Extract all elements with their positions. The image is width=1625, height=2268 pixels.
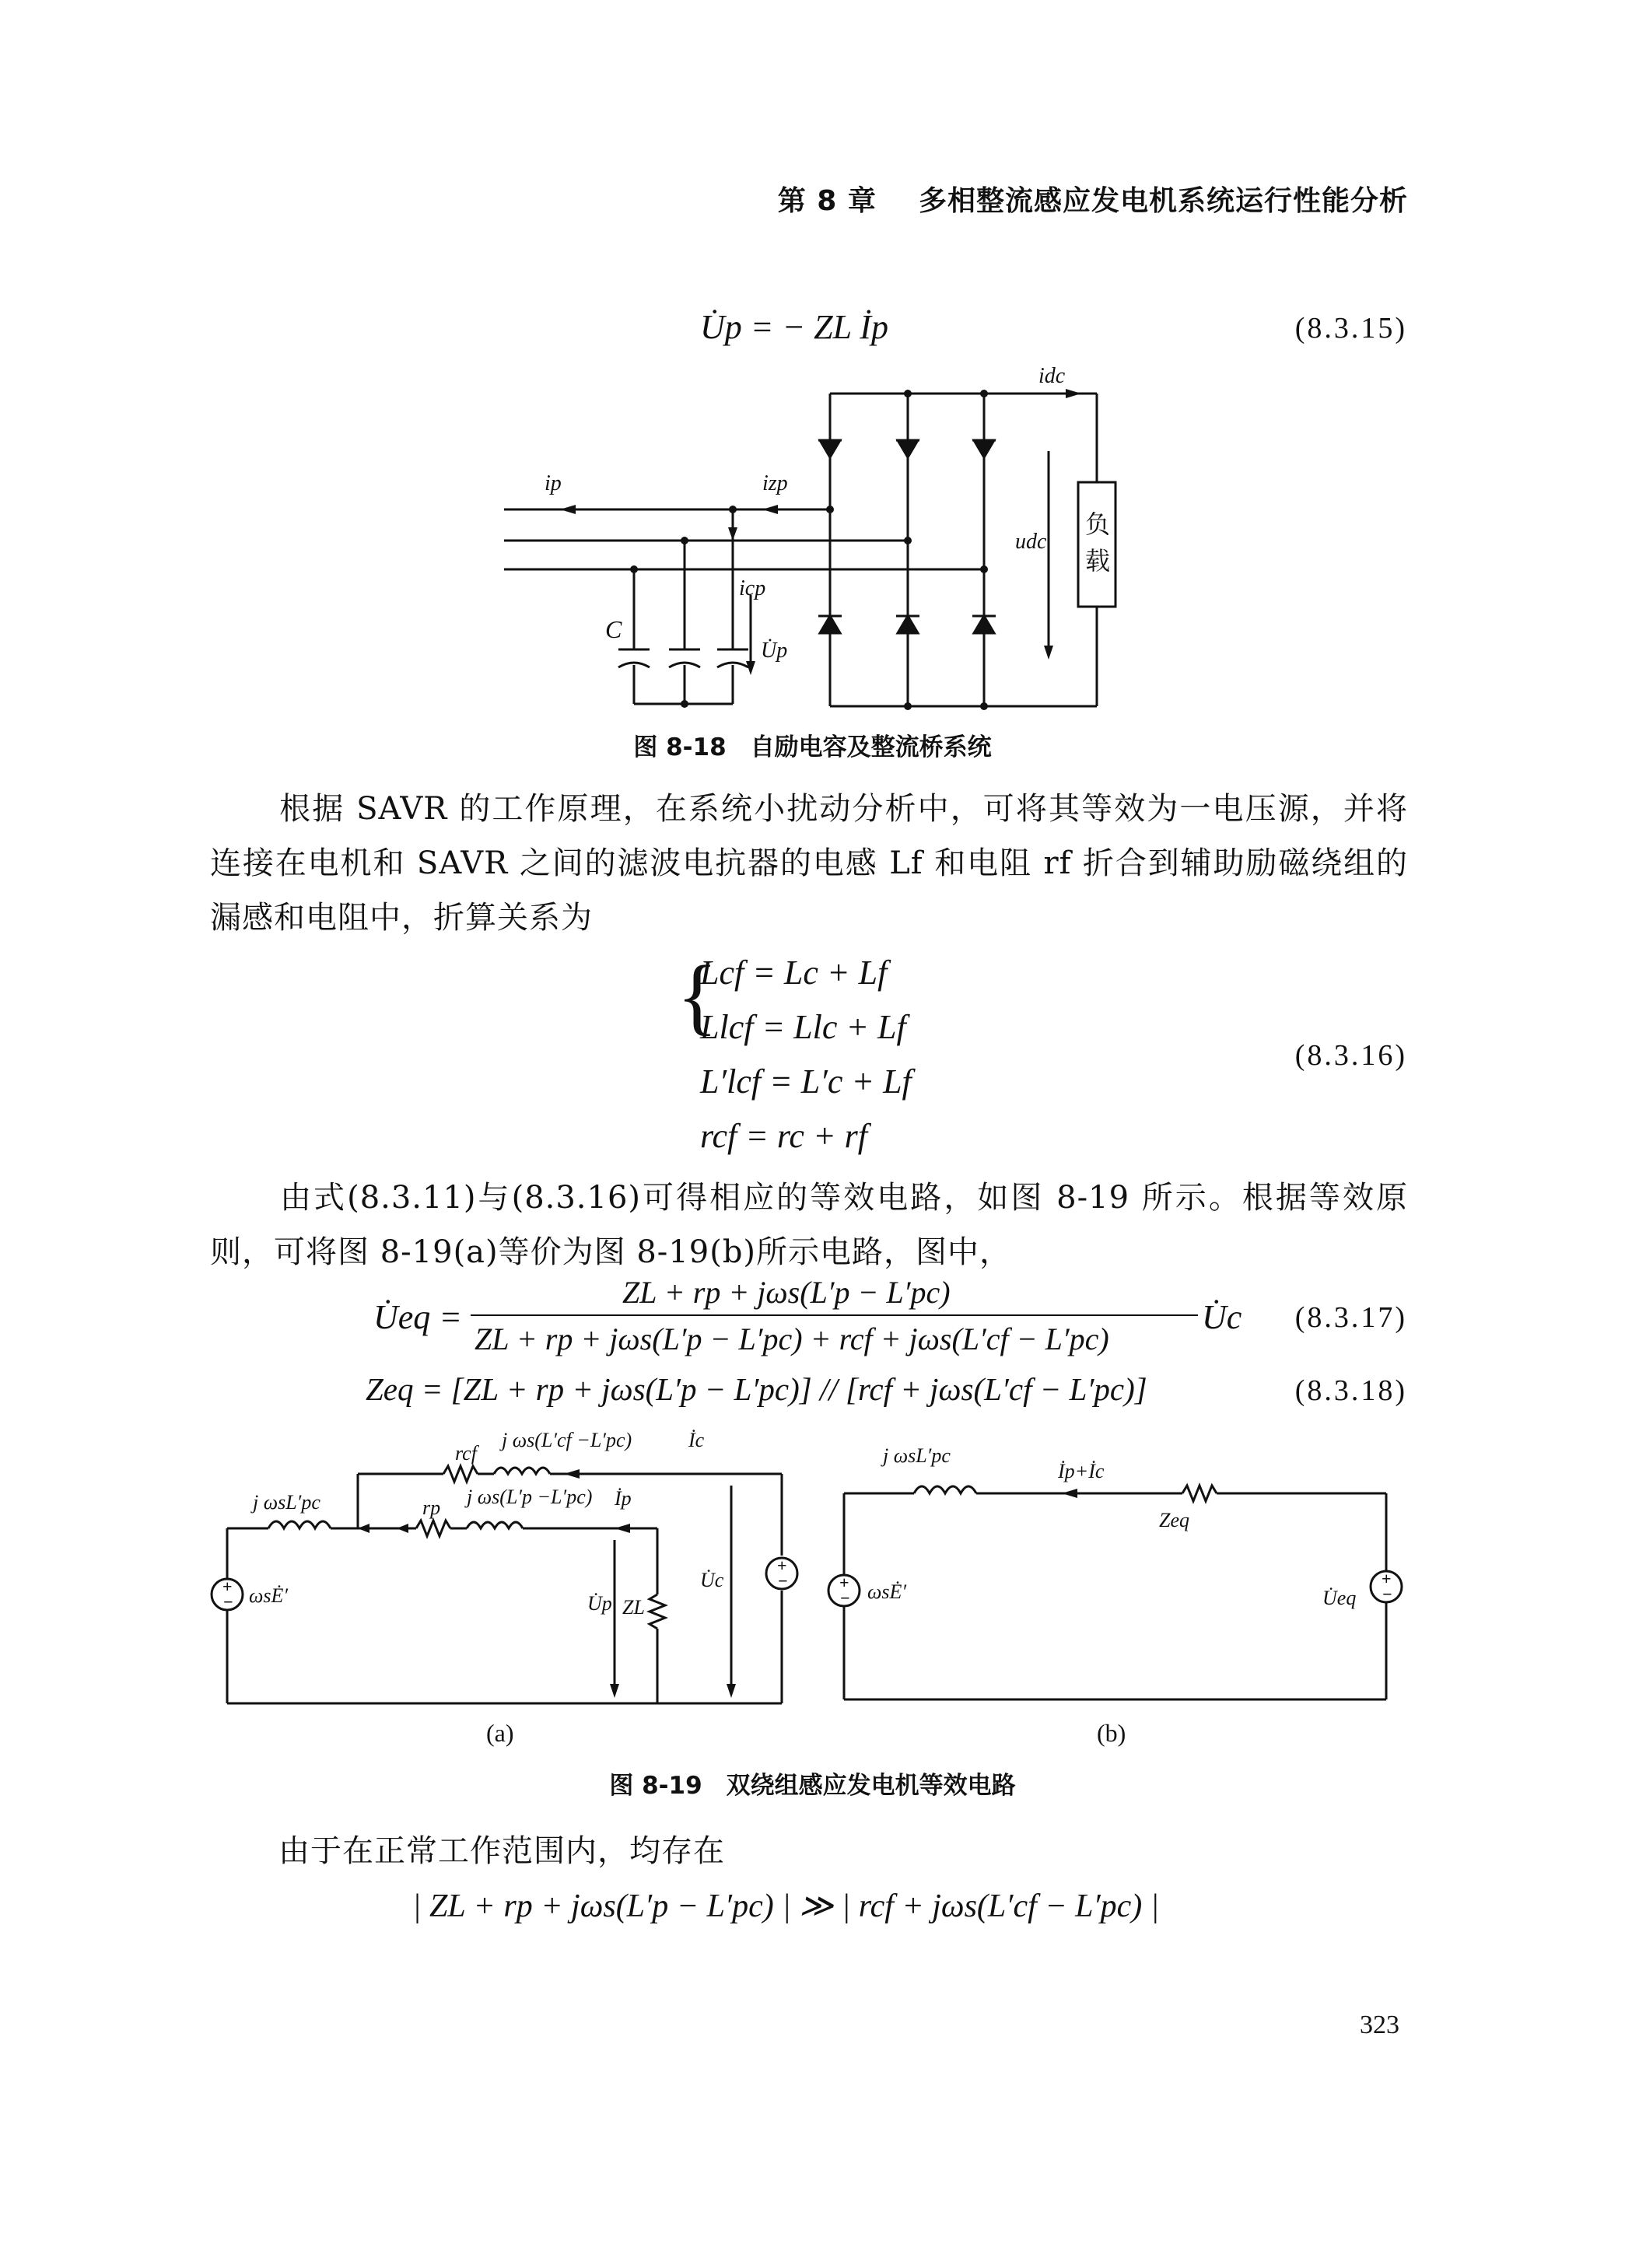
- label-Up: U̇p: [587, 1592, 612, 1615]
- label-idc: idc: [1038, 366, 1066, 388]
- label-izp: izp: [762, 471, 788, 495]
- figure-8-19b-label: (b): [1097, 1719, 1126, 1747]
- paragraph-normal-range: [210, 1824, 1408, 1878]
- label-Uc: U̇c: [700, 1569, 724, 1591]
- paragraph-savr-text: 根据 SAVR 的工作原理，在系统小扰动分析中，可将其等效为一电压源，并将连接在电机和 SAVR 之间的滤波电抗器的电感 Lf 和电阻 rf 折合到辅助励磁绕组的漏感和电阻中，折算关系为: [210, 791, 1408, 936]
- svg-text:+: +: [1382, 1569, 1392, 1588]
- svg-text:−: −: [1382, 1584, 1392, 1604]
- svg-text:+: +: [222, 1577, 233, 1596]
- label-Ic: İc: [688, 1429, 705, 1451]
- label-ZL: ZL: [622, 1596, 645, 1619]
- label-load-bottom: 载: [1085, 546, 1111, 576]
- label-jws-lcf: j ωs(L′cf −L′pc): [502, 1429, 632, 1451]
- figure-8-19a-circuit: [210, 1412, 801, 1715]
- equation-8-3-15: U̇p = − ZL İp: [700, 308, 888, 346]
- label-jws-lp: j ωs(L′p −L′pc): [467, 1486, 593, 1508]
- equation-number-8-3-17: (8.3.17): [1294, 1301, 1407, 1334]
- inequality: | ZL + rp + jωs(L′p − L′pc) | ≫ | rcf + jωs(L′cf − L′pc) |: [412, 1888, 1160, 1924]
- equation-8-3-16-line-2: Llcf = Llc + Lf: [700, 1008, 906, 1046]
- svg-text:−: −: [778, 1571, 788, 1591]
- equation-number-8-3-18: (8.3.18): [1294, 1374, 1407, 1407]
- label-jws-lpc: j ωsL′pc: [253, 1491, 320, 1514]
- equation-8-3-16-line-4: rcf = rc + rf: [700, 1117, 867, 1155]
- fraction-bar: [471, 1314, 1198, 1316]
- equation-8-3-16-line-1: Lcf = Lc + Lf: [700, 954, 888, 992]
- label-b-E: ωsĖ′: [867, 1580, 907, 1603]
- label-C: C: [605, 615, 622, 643]
- label-b-Zeq: Zeq: [1159, 1509, 1189, 1531]
- paragraph-equivalent: [210, 1171, 1408, 1279]
- figure-8-18-caption: 图 8-18 自励电容及整流桥系统: [633, 733, 992, 761]
- brace: {: [677, 948, 718, 1043]
- page-number: 323: [1360, 2011, 1399, 2039]
- label-ip: ip: [545, 471, 562, 495]
- equation-8-3-17-numerator: ZL + rp + jωs(L′p − L′pc): [622, 1275, 951, 1310]
- chapter-number: 第 8 章: [777, 185, 877, 217]
- equation-8-3-17-lhs: U̇eq =: [373, 1298, 462, 1336]
- paragraph-savr: [210, 782, 1408, 945]
- label-udc: udc: [1015, 530, 1047, 554]
- svg-text:−: −: [223, 1592, 233, 1612]
- label-b-IpIc: İp+İc: [1058, 1460, 1105, 1482]
- label-Ip: İp: [615, 1487, 632, 1510]
- figure-8-19-caption: 图 8-19 双绕组感应发电机等效电路: [609, 1772, 1016, 1800]
- label-Up: U̇p: [761, 639, 788, 663]
- label-rp: rp: [422, 1496, 441, 1519]
- label-b-jws-lpc: j ωsL′pc: [883, 1444, 951, 1467]
- figure-8-19b-circuit: [825, 1412, 1416, 1715]
- label-rcf: rcf: [455, 1442, 477, 1465]
- svg-text:−: −: [840, 1588, 850, 1608]
- paragraph-normal-range-text: 由于在正常工作范围内，均存在: [278, 1833, 725, 1869]
- label-load-top: 负: [1085, 509, 1111, 539]
- label-icp: icp: [739, 576, 766, 600]
- equation-number-8-3-16: (8.3.16): [1294, 1039, 1407, 1072]
- svg-text:+: +: [777, 1556, 787, 1575]
- chapter-title: 多相整流感应发电机系统运行性能分析: [918, 185, 1408, 217]
- label-E: ωsĖ′: [249, 1584, 289, 1607]
- svg-text:+: +: [839, 1573, 849, 1592]
- equation-8-3-18: Zeq = [ZL + rp + jωs(L′p − L′pc)] // [rcf + jωs(L′cf − L′pc)]: [366, 1371, 1147, 1407]
- running-header: [0, 179, 1408, 219]
- figure-8-19a-label: (a): [486, 1719, 514, 1747]
- equation-8-3-16-line-3: L′lcf = L′c + Lf: [700, 1062, 912, 1101]
- equation-number-8-3-15: (8.3.15): [1294, 312, 1407, 345]
- equation-8-3-17-denominator: ZL + rp + jωs(L′p − L′pc) + rcf + jωs(L′cf − L′pc): [475, 1321, 1109, 1356]
- equation-8-3-17-tail: U̇c: [1202, 1298, 1242, 1336]
- figure-8-18-rectifier-circuit: [467, 366, 1167, 723]
- label-b-Ueq: U̇eq: [1322, 1587, 1357, 1609]
- paragraph-equivalent-text: 由式(8.3.11)与(8.3.16)可得相应的等效电路，如图 8-19 所示。根据等效原则，可将图 8-19(a)等价为图 8-19(b)所示电路，图中，: [210, 1180, 1408, 1270]
